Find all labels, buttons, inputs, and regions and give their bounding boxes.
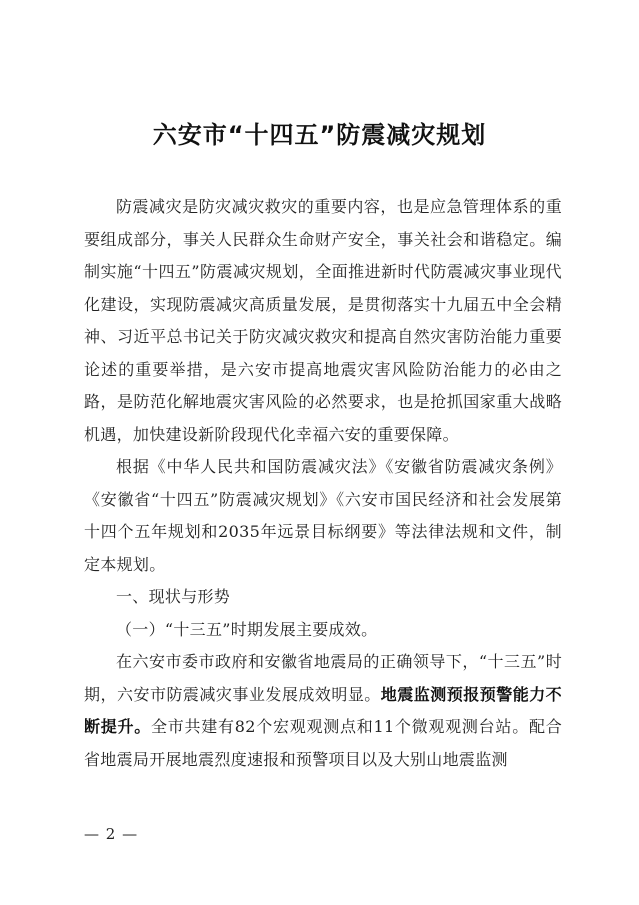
highlight-monitoring: 地震监测预报预警能力不断提升。 [84, 684, 562, 736]
paragraph-basis: 根据《中华人民共和国防震减灾法》《安徽省防震减灾条例》《安徽省“十四五”防震减灾规划》《六安市国民经济和社会发展第十四个五年规划和2035年远景目标纲要》等法律法规和文件，制定本规划。 [84, 457, 562, 574]
subsection-heading: （一）“十三五”时期发展主要成效。 [116, 619, 378, 639]
paragraph-achievements [84, 646, 562, 776]
document-body [84, 191, 562, 776]
paragraph-achievements-end: 全市共建有82个宏观观测点和11个微观观测台站。配合省地震局开展地震烈度速报和预警项目以及大别山地震监测 [84, 717, 562, 769]
section-heading: 一、现状与形势 [116, 587, 231, 606]
paragraph-achievements-start: 在六安市委市政府和安徽省地震局的正确领导下，“十三五”时期，六安市防震减灾事业发展成效明显。 [84, 652, 562, 704]
document-title: 六安市“十四五”防震减灾规划 [152, 121, 487, 149]
paragraph-intro: 防震减灾是防灾减灾救灾的重要内容，也是应急管理体系的重要组成部分，事关人民群众生命财产安全，事关社会和谐稳定。编制实施“十四五”防震减灾规划，全面推进新时代防震减灾事业现代化建设，实现防震减灾高质量发展，是贯彻落实十九届五中全会精神、习近平总书记关于防灾减灾救灾和提高自然灾害防治能力重要论述的重要举措，是六安市提高地震灾害风险防治能力的必由之路，是防范化解地震灾害风险的必然要求，也是抢抓国家重大战略机遇，加快建设新阶段现代化幸福六安的重要保障。 [84, 197, 562, 444]
page-number: — 2 — [84, 825, 139, 843]
